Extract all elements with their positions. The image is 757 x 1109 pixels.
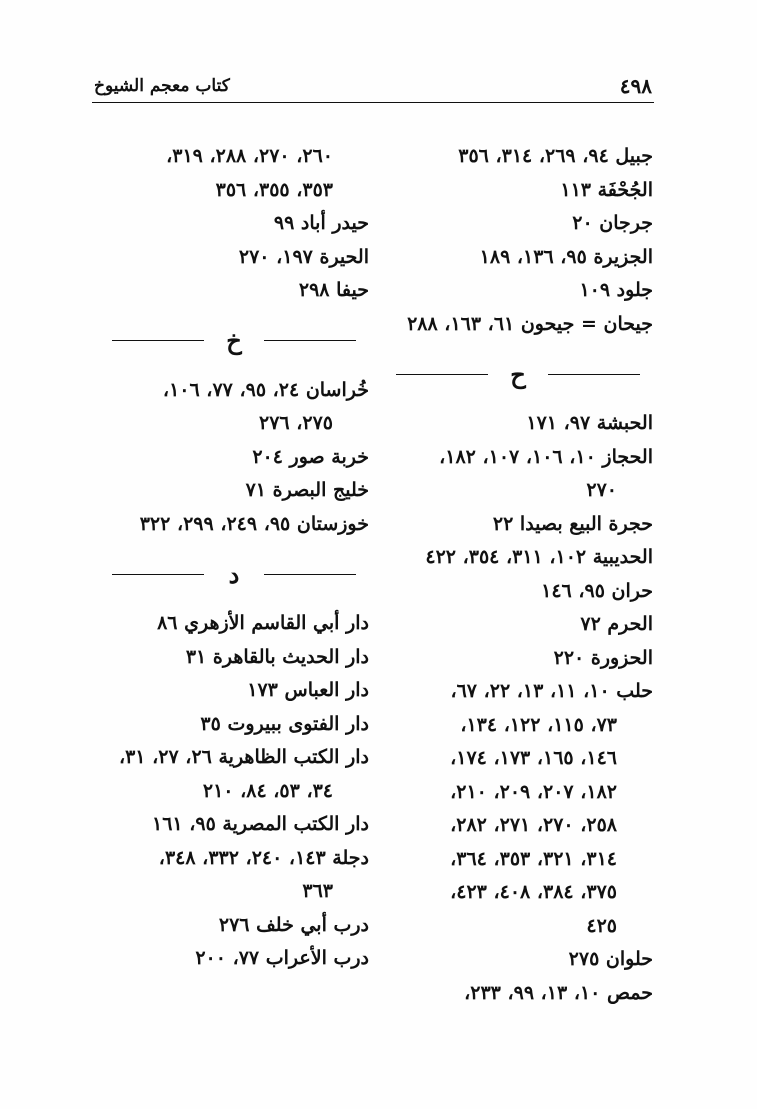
section-letter: د — [228, 559, 240, 589]
index-entry-continuation: ٧٣، ١١٥، ١٢٢، ١٣٤، — [460, 713, 617, 736]
section-letter: خ — [226, 326, 242, 355]
index-entry: درب أبي خلف ٢٧٦ — [218, 913, 369, 936]
divider-rule — [548, 374, 640, 375]
index-entry: حجرة البيع بصيدا ٢٢ — [492, 512, 653, 535]
index-entry: جلود ١٠٩ — [579, 279, 653, 301]
index-entry: الجُحْفَة ١١٣ — [560, 178, 653, 201]
divider-rule — [264, 574, 356, 575]
index-entry: جرجان ٢٠ — [572, 212, 653, 234]
index-entry-continuation: ٢٧٥، ٢٧٦ — [259, 412, 333, 434]
index-entry-continuation: ٣٥٣، ٣٥٥، ٣٥٦ — [215, 178, 333, 201]
index-entry-continuation: ٣٧٥، ٣٨٤، ٤٠٨، ٤٢٣، — [450, 881, 617, 903]
index-entry: درب الأعراب ٧٧، ٢٠٠ — [195, 947, 369, 969]
letter-heading-dal — [99, 541, 369, 607]
index-entry: الحديبية ١٠٢، ٣١١، ٣٥٤، ٤٢٢ — [425, 546, 653, 568]
divider-rule — [264, 340, 356, 341]
index-entry-continuation: ٣١٤، ٣٢١، ٣٥٣، ٣٦٤، — [450, 847, 617, 870]
index-entry: خربة صور ٢٠٤ — [252, 445, 369, 468]
index-column-left — [99, 140, 369, 976]
index-entry: خليج البصرة ٧١ — [245, 479, 369, 501]
index-entry-continuation: ١٤٦، ١٦٥، ١٧٣، ١٧٤، — [450, 747, 617, 769]
index-entry-continuation: ٢٥٨، ٢٧٠، ٢٧١، ٢٨٢، — [450, 814, 617, 836]
index-entry: الحزورة ٢٢٠ — [553, 646, 653, 669]
divider-rule — [396, 374, 488, 375]
index-entry: جبيل ٩٤، ٢٦٩، ٣١٤، ٣٥٦ — [458, 145, 653, 167]
index-entry: خوزستان ٩٥، ٢٤٩، ٢٩٩، ٣٢٢ — [139, 512, 369, 535]
index-entry: حران ٩٥، ١٤٦ — [541, 579, 653, 602]
index-entry-continuation: ٤٢٥ — [586, 914, 617, 937]
index-entry: دار الكتب المصرية ٩٥، ١٦١ — [152, 813, 369, 835]
index-entry: الحيرة ١٩٧، ٢٧٠ — [238, 245, 369, 268]
index-entry-continuation: ٣٦٣ — [302, 880, 333, 902]
page-number: ٤٩٨ — [619, 74, 652, 98]
index-entry: الجزيرة ٩٥، ١٣٦، ١٨٩ — [479, 245, 653, 268]
page-header — [92, 72, 654, 103]
index-entry: حمص ١٠، ١٣، ٩٩، ٢٣٣، — [464, 981, 653, 1004]
index-entry: دار الفتوى ببيروت ٣٥ — [200, 712, 369, 735]
index-entry: دار الحديث بالقاهرة ٣١ — [185, 645, 369, 668]
index-entry: خُراسان ٢٤، ٩٥، ٧٧، ١٠٦، — [162, 378, 369, 401]
index-entry: حيدر أباد ٩٩ — [273, 212, 369, 234]
index-column-right — [383, 140, 653, 1010]
index-entry: الحبشة ٩٧، ١٧١ — [526, 412, 653, 434]
running-title: كتاب معجم الشيوخ — [94, 76, 230, 96]
index-entry-continuation: ٢٧٠ — [586, 479, 617, 501]
index-entry: جيحان = جيحون ٦١، ١٦٣، ٢٨٨ — [407, 312, 653, 335]
index-entry: حلوان ٢٧٥ — [568, 948, 653, 970]
index-entry: حلب ١٠، ١١، ١٣، ٢٢، ٦٧، — [450, 680, 653, 702]
index-entry: الحجاز ١٠، ١٠٦، ١٠٧، ١٨٢، — [439, 445, 653, 468]
divider-rule — [112, 574, 204, 575]
index-entry: دار أبي القاسم الأزهري ٨٦ — [157, 612, 369, 634]
index-entry-continuation: ٣٤، ٥٣، ٨٤، ٢١٠ — [202, 779, 333, 802]
index-entry: دار العباس ١٧٣ — [247, 679, 369, 701]
letter-heading-kha — [99, 308, 369, 374]
index-entry: الحرم ٧٢ — [580, 613, 653, 635]
letter-heading-ha — [383, 341, 653, 407]
index-entry: دجلة ١٤٣، ٢٤٠، ٣٣٢، ٣٤٨، — [158, 846, 369, 869]
index-entry: دار الكتب الظاهرية ٢٦، ٢٧، ٣١، — [118, 746, 369, 768]
index-entry-continuation: ٢٦٠، ٢٧٠، ٢٨٨، ٣١٩، — [166, 145, 333, 167]
index-entry-continuation: ١٨٢، ٢٠٧، ٢٠٩، ٢١٠، — [450, 780, 617, 803]
divider-rule — [112, 340, 204, 341]
section-letter: ح — [510, 359, 526, 389]
index-entry: حيفا ٢٩٨ — [298, 279, 369, 301]
